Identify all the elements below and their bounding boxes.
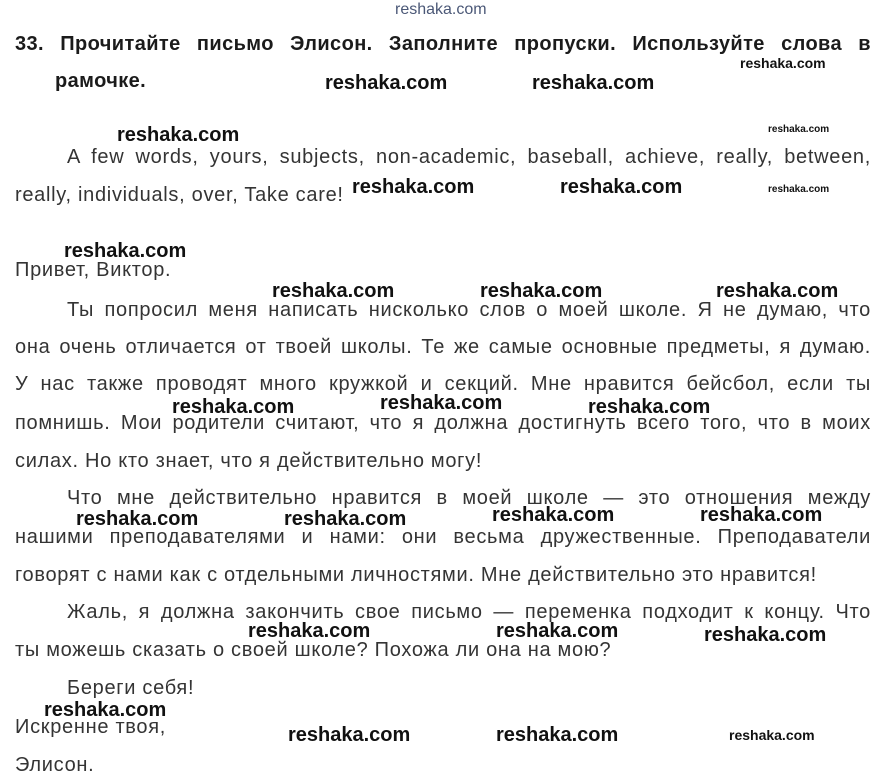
letter-signature: Элисон. <box>15 754 95 776</box>
watermark: reshaka.com <box>352 176 475 198</box>
letter-line: У нас также проводят много кружкой и секций. Мне нравится бейсбол, если ты <box>15 373 871 395</box>
letter-line: Жаль, я должна закончить свое письмо — переменка подходит к концу. Что <box>67 601 871 623</box>
letter-line: помнишь. Мои родители считают, что я должна достигнуть всего того, что в моих <box>15 412 871 434</box>
watermark: reshaka.com <box>44 699 167 721</box>
watermark: reshaka.com <box>704 624 827 646</box>
watermark: reshaka.com <box>380 392 503 414</box>
letter-closing: Береги себя! <box>67 677 195 699</box>
watermark: reshaka.com <box>64 240 187 262</box>
watermark: reshaka.com <box>117 124 240 146</box>
letter-line: нашими преподавателями и нами: они весьма дружественные. Преподаватели <box>15 526 871 548</box>
letter-line: Ты попросил меня написать нисколько слов о моей школе. Я не думаю, что <box>67 299 871 321</box>
watermark: reshaka.com <box>716 280 839 302</box>
watermark: reshaka.com <box>729 727 815 743</box>
watermark: reshaka.com <box>76 508 199 530</box>
watermark: reshaka.com <box>492 504 615 526</box>
letter-line: ты можешь сказать о своей школе? Похожа ли она на мою? <box>15 639 612 661</box>
word-box-line: really, individuals, over, Take care! <box>15 184 344 206</box>
watermark: reshaka.com <box>700 504 823 526</box>
task-title-line: 33. Прочитайте письмо Элисон. Заполните пропуски. Используйте слова в <box>15 33 871 55</box>
watermark: reshaka.com <box>288 724 411 746</box>
letter-line: Что мне действительно нравится в моей школе — это отношения между <box>67 487 871 509</box>
watermark: reshaka.com <box>768 124 830 135</box>
letter-greeting: Привет, Виктор. <box>15 259 172 281</box>
watermark: reshaka.com <box>496 724 619 746</box>
watermark: reshaka.com <box>560 176 683 198</box>
watermark: reshaka.com <box>172 396 295 418</box>
letter-line: она очень отличается от твоей школы. Те же самые основные предметы, я думаю. <box>15 336 871 358</box>
watermark: reshaka.com <box>248 620 371 642</box>
letter-line: силах. Но кто знает, что я действительно могу! <box>15 450 483 472</box>
letter-sign-off: Искренне твоя, <box>15 716 167 738</box>
watermark: reshaka.com <box>496 620 619 642</box>
watermark: reshaka.com <box>395 1 487 18</box>
watermark: reshaka.com <box>325 72 448 94</box>
watermark: reshaka.com <box>284 508 407 530</box>
watermark: reshaka.com <box>532 72 655 94</box>
task-title-line: рамочке. <box>55 70 147 92</box>
letter-line: говорят с нами как с отдельными личностями. Мне действительно это нравится! <box>15 564 817 586</box>
watermark: reshaka.com <box>480 280 603 302</box>
watermark: reshaka.com <box>272 280 395 302</box>
watermark: reshaka.com <box>740 55 826 71</box>
watermark: reshaka.com <box>588 396 711 418</box>
word-box-line: A few words, yours, subjects, non-academic, baseball, achieve, really, between, <box>67 146 871 168</box>
watermark: reshaka.com <box>768 184 830 195</box>
